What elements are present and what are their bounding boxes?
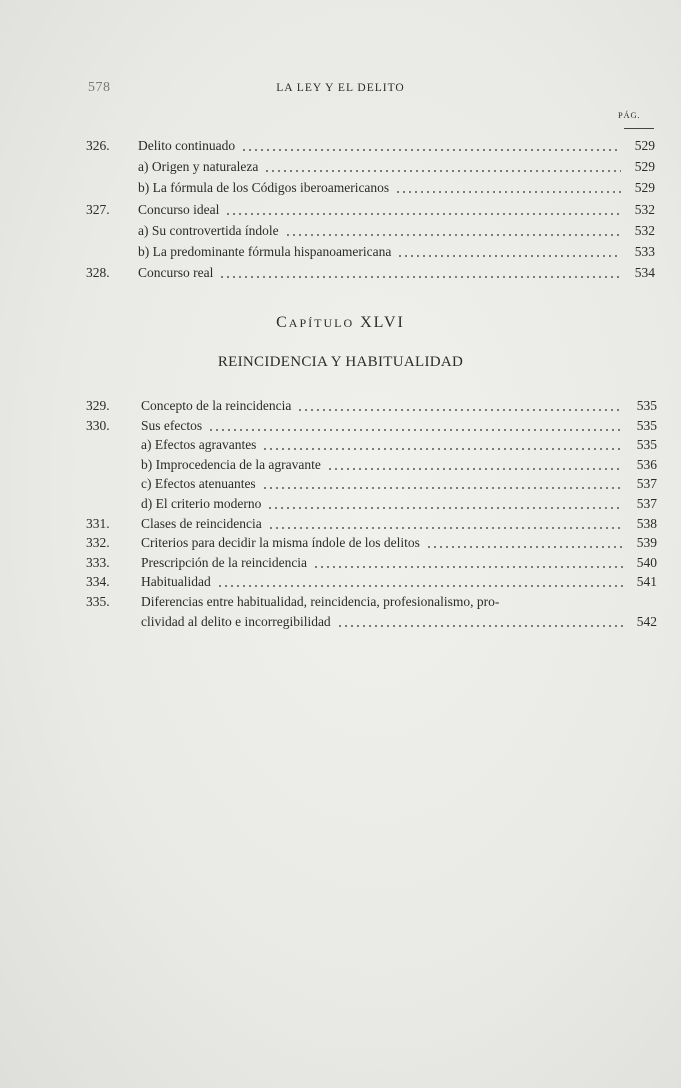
toc-entry-number: 332.: [86, 535, 110, 551]
toc-entry: [0, 572, 681, 592]
toc-entry-number: 326.: [86, 138, 110, 153]
toc-entry-page: 532: [634, 201, 655, 217]
toc-entry: [0, 612, 681, 632]
dot-leader: [208, 429, 623, 431]
toc-entry-page: 529: [634, 138, 655, 153]
toc-entry: [0, 455, 681, 475]
toc-entry: [0, 263, 681, 283]
toc-entry: [0, 514, 681, 534]
dot-leader: [397, 255, 621, 257]
toc-entry: [0, 242, 681, 262]
toc-entry-page: 532: [634, 222, 655, 238]
toc-entry-page: 539: [636, 535, 657, 551]
toc-entry-page: 534: [634, 265, 655, 281]
toc-entry-title: Criterios para decidir la misma índole de los delitos: [141, 535, 420, 551]
toc-entry-number: 335.: [86, 594, 110, 609]
chapter-label-rest: APÍTULO: [288, 316, 355, 330]
toc-entry: [0, 494, 681, 514]
toc-entry: [0, 533, 681, 553]
toc-entry-page: 541: [636, 574, 657, 590]
toc-entry-title: Habitualidad: [141, 574, 211, 590]
toc-entry-title: c) Efectos atenuantes: [141, 476, 256, 492]
toc-entry-title: Diferencias entre habitualidad, reincidencia, profesionalismo, pro-: [141, 594, 500, 609]
toc-entry-page: 542: [636, 613, 657, 629]
dot-leader: [262, 487, 623, 489]
dot-leader: [241, 149, 621, 151]
toc-entry-title: b) La fórmula de los Códigos iberoamericanos: [138, 180, 390, 196]
toc-entry: [0, 435, 681, 455]
dot-leader: [426, 546, 623, 548]
toc-entry-page: 529: [634, 180, 655, 196]
toc-entry-title: Concurso ideal: [138, 201, 220, 217]
dot-leader: [285, 234, 621, 236]
dot-leader: [219, 276, 621, 278]
toc-entry-page: 533: [634, 244, 655, 259]
toc-entry: [0, 157, 681, 177]
toc-entry-number: 333.: [86, 554, 110, 570]
toc-entry: [0, 474, 681, 494]
toc-entry-title: Sus efectos: [141, 417, 203, 433]
toc-entry-number: 330.: [86, 417, 110, 433]
toc-entry-title: clividad al delito e incorregibilidad: [141, 613, 331, 629]
dot-leader: [262, 448, 623, 450]
dot-leader: [337, 625, 623, 627]
toc-entry-page: 529: [634, 159, 655, 175]
chapter-heading: [0, 314, 681, 332]
toc-entry-number: 328.: [86, 265, 110, 281]
toc-entry-page: 537: [636, 476, 657, 492]
toc-entry-page: 535: [636, 417, 657, 433]
toc-entry-title: d) El criterio moderno: [141, 496, 262, 511]
toc-entry-page: 535: [636, 437, 657, 453]
dot-leader: [264, 170, 621, 172]
running-title: LA LEY Y EL DELITO: [276, 82, 405, 94]
toc-entry-title: a) Efectos agravantes: [141, 437, 257, 453]
chapter-title: REINCIDENCIA Y HABITUALIDAD: [217, 354, 464, 370]
dot-leader: [327, 468, 623, 470]
toc-entry-title: Concepto de la reincidencia: [141, 398, 292, 413]
toc-entry-page: 537: [636, 496, 657, 511]
toc-entry: [0, 592, 681, 612]
dot-leader: [297, 409, 623, 411]
toc-entry-title: b) La predominante fórmula hispanoamericana: [138, 244, 392, 259]
toc-entry: [0, 396, 681, 416]
toc-entry-number: 334.: [86, 574, 110, 590]
toc-entry-page: 540: [636, 554, 657, 570]
toc-entry-page: 538: [636, 515, 657, 531]
toc-entry: [0, 416, 681, 436]
toc-entry: [0, 178, 681, 198]
toc-entry-title: a) Su controvertida índole: [138, 222, 279, 238]
toc-entry-page: 536: [636, 456, 657, 472]
dot-leader: [217, 585, 623, 587]
toc-entry-number: 329.: [86, 398, 110, 413]
page-column-rule: [624, 128, 654, 129]
toc-entry-page: 535: [636, 398, 657, 413]
toc-entry: [0, 136, 681, 156]
dot-leader: [267, 507, 623, 509]
chapter-roman-numeral: XLVI: [360, 314, 405, 331]
chapter-label-initial: C: [276, 314, 289, 331]
dot-leader: [268, 527, 623, 529]
toc-entry-title: Clases de reincidencia: [141, 515, 262, 531]
page-column-label: PÁG.: [618, 110, 641, 120]
dot-leader: [395, 191, 621, 193]
toc-entry: [0, 200, 681, 220]
toc-entry-title: Delito continuado: [138, 138, 236, 153]
toc-entry: [0, 553, 681, 573]
page-number: 578: [88, 80, 111, 95]
dot-leader: [225, 213, 621, 215]
toc-entry-title: Prescripción de la reincidencia: [141, 554, 308, 570]
page-header: [0, 80, 681, 100]
toc-entry-number: 331.: [86, 515, 110, 531]
toc-entry-title: a) Origen y naturaleza: [138, 159, 259, 175]
toc-entry: [0, 221, 681, 241]
dot-leader: [313, 566, 623, 568]
toc-entry-title: b) Improcedencia de la agravante: [141, 456, 321, 472]
toc-entry-title: Concurso real: [138, 265, 214, 281]
toc-entry-number: 327.: [86, 201, 110, 217]
